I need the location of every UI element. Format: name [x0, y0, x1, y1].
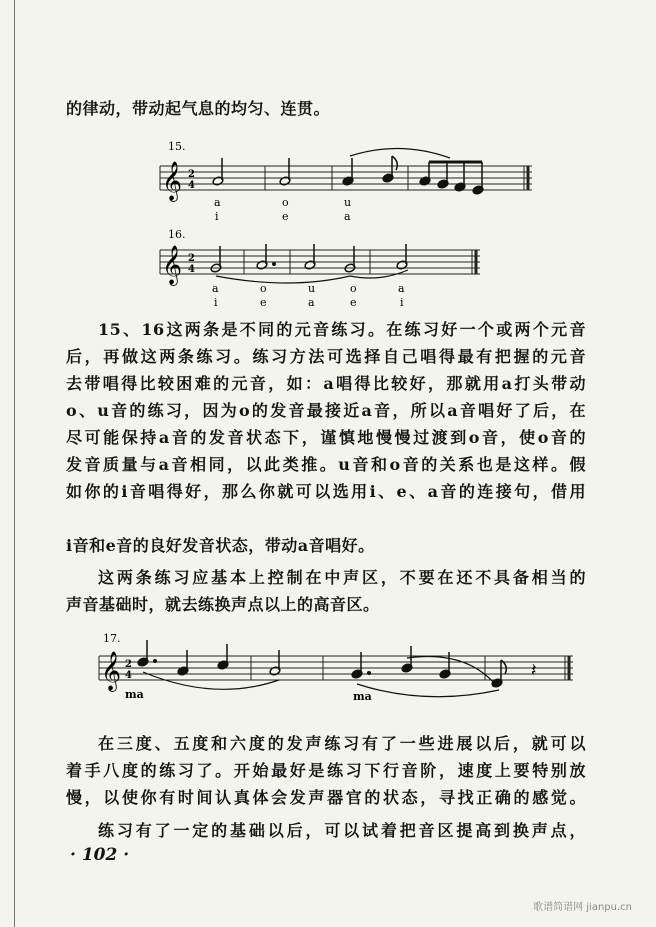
text-line: 着手八度的练习了。开始最好是练习下行音阶，速度上要特别放 [66, 761, 586, 780]
exercise-16-number: 16. [168, 228, 186, 241]
vowel: a [398, 282, 405, 295]
paragraph-1 [66, 316, 586, 343]
vowel: e [260, 296, 267, 309]
text-line: 慢，以使你有时间认真体会发声器官的状态，寻找正确的感觉。 [66, 788, 586, 807]
paragraph-3-body [66, 757, 586, 811]
text-line: 15、16这两条是不同的元音练习。在练习好一个或两个元音 [98, 320, 586, 339]
paragraph-1-body [66, 343, 586, 505]
paragraph-3 [66, 730, 586, 757]
vowel: i [400, 296, 404, 309]
vowel: a [344, 210, 351, 223]
vowel: a [308, 296, 315, 309]
text-line: 尽可能保持a音的发音状态下，谨慎地慢慢过渡到o音，使o音的 [66, 428, 586, 447]
vowel: o [350, 282, 357, 295]
treble-clef: 𝄞 [162, 161, 183, 201]
vowel: a [212, 282, 219, 295]
text-line: 发音质量与a音相同，以此类推。u音和o音的关系也是这样。假 [66, 455, 586, 474]
text-line: 练习有了一定的基础以后，可以试着把音区提高到换声点， [98, 821, 586, 840]
quarter-rest: 𝄽 [531, 660, 537, 681]
treble-clef: 𝄞 [162, 245, 183, 285]
vowel: a [214, 196, 221, 209]
paragraph-1-end [66, 532, 586, 559]
treble-clef: 𝄞 [101, 651, 122, 691]
text-line: 去带唱得比较困难的元音，如：a唱得比较好，那就用a打头带动 [66, 374, 586, 393]
intro-line: 的律动，带动起气息的均匀、连贯。 [66, 99, 331, 118]
text-line: 这两条练习应基本上控制在中声区，不要在还不具备相当的 [98, 568, 586, 587]
vowel: i [215, 210, 219, 223]
exercise-17-number: 17. [103, 632, 121, 645]
vowel: u [308, 282, 316, 295]
vowel: i [214, 296, 218, 309]
page-number: · 102 · [70, 845, 130, 865]
text-line: 在三度、五度和六度的发声练习有了一些进展以后，就可以 [98, 734, 586, 753]
text-line: o、u音的练习，因为o的发音最接近a音，所以a音唱好了后，在 [66, 401, 586, 420]
text-line: 声音基础时，就去练换声点以上的高音区。 [66, 595, 380, 614]
time-sig-bottom: 4 [188, 264, 195, 275]
exercise-15-number: 15. [168, 140, 186, 153]
text-line: 后，再做这两条练习。练习方法可选择自己唱得最有把握的元音 [66, 347, 586, 366]
paragraph-4 [66, 817, 586, 844]
binding-edge [14, 0, 15, 927]
exercise-15-staff [150, 136, 540, 226]
paragraph-2-end [66, 591, 586, 618]
vowel: e [282, 210, 289, 223]
vowel: u [344, 196, 352, 209]
time-sig-bottom: 4 [125, 670, 132, 681]
time-sig-bottom: 4 [188, 180, 195, 191]
vowel: o [282, 196, 289, 209]
vowel: o [260, 282, 267, 295]
time-sig-top: 2 [188, 253, 195, 264]
paragraph-2 [66, 564, 586, 591]
exercise-17-staff [95, 630, 585, 704]
text-line: 如你的i音唱得好，那么你就可以选用i、e、a音的连接句，借用 [66, 482, 586, 501]
time-sig-top: 2 [125, 659, 132, 670]
syllable: ma [353, 690, 372, 703]
text-line: i音和e音的良好发音状态，带动a音唱好。 [66, 536, 375, 555]
time-sig-top: 2 [188, 169, 195, 180]
syllable: ma [125, 688, 144, 701]
watermark: 歌谱简谱网 jianpu.cn [533, 902, 632, 913]
exercise-16-staff [150, 226, 490, 312]
vowel: e [350, 296, 357, 309]
